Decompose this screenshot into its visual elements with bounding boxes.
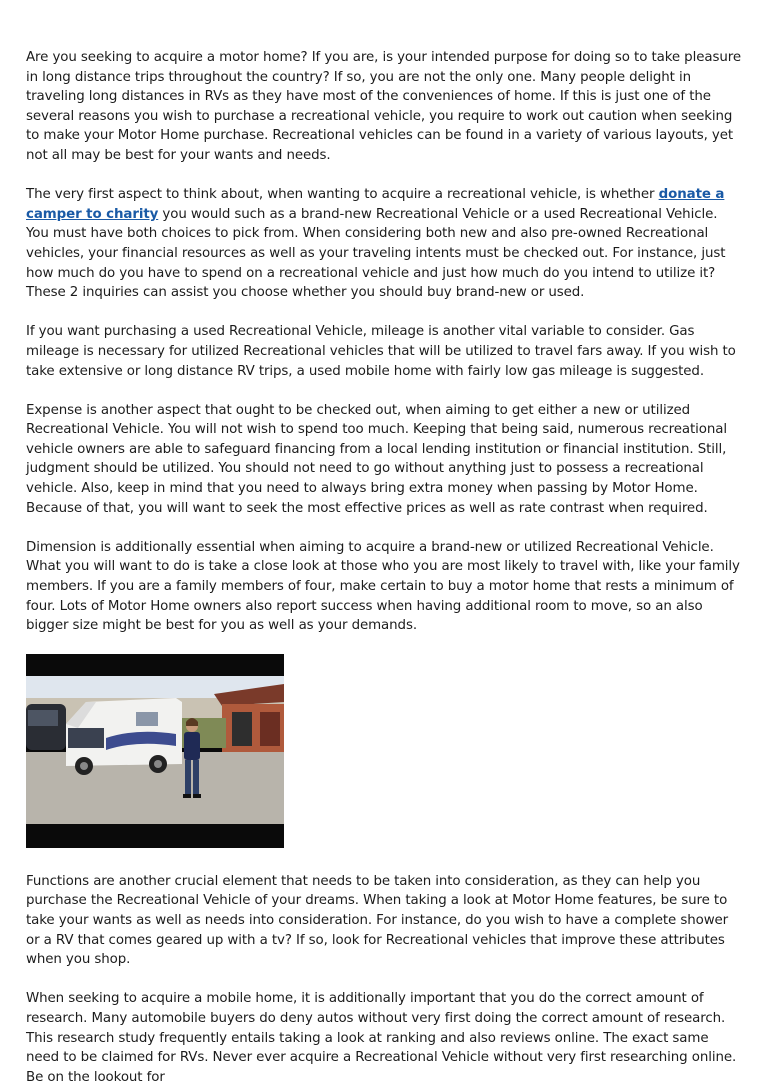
- paragraph-2-rest: you would such as a brand-new Recreational Vehicle or a used Recreational Vehicle. You must have both choices to pick from. When considering both new and also pre-owned Recreational vehicles, your financial resources as well as your traveling intents must be checked out. For instance, just how much do you have to spend on a recreational vehicle and just how much do you intend to utilize it? These 2 inquiries can assist you choose whether you should buy brand-new or used.: [26, 206, 726, 301]
- paragraph-6: Functions are another crucial element that needs to be taken into consideration, as they can help you purchase the Recreational Vehicle of your dreams. When taking a look at Motor Home features, be sure to take your wants as well as needs into consideration. For instance, do you wish to have a complete shower or a RV that comes geared up with a tv? If so, look for Recreational vehicles that improve these attributes when you shop.: [26, 873, 729, 968]
- motorhome-image: [26, 654, 284, 848]
- paragraph-5: Dimension is additionally essential when aiming to acquire a brand-new or utilized Recreational Vehicle. What you will want to do is take a close look at those who you are most likely to travel with, like your family members. If you are a family members of four, make certain to buy a motor home that rests a minimum of four. Lots of Motor Home owners also report success when having additional room to move, so an also bigger size might be best for you as well as your demands.: [26, 539, 740, 634]
- motorhome-photo: [26, 654, 284, 848]
- paragraph-3: If you want purchasing a used Recreational Vehicle, mileage is another vital variable to consider. Gas mileage is necessary for utilized Recreational vehicles that will be utilized to travel fars away. If you wish to take extensive or long distance RV trips, a used mobile home with fairly low gas mileage is suggested.: [26, 324, 736, 379]
- paragraph-1: Are you seeking to acquire a motor home? If you are, is your intended purpose for doing so to take pleasure in long distance trips throughout the country? If so, you are not the only one. Many people delight in traveling long distances in RVs as they have most of the conveniences of home. If this is just one of the several reasons you wish to purchase a recreational vehicle, you require to work out caution when seeking to make your Motor Home purchase. Recreational vehicles can be found in a variety of various layouts, yet not all may be best for your wants and needs.: [26, 50, 741, 163]
- paragraph-2-intro: The very first aspect to think about, when wanting to acquire a recreational vehicle, is whether: [26, 187, 659, 203]
- document-body: [26, 48, 744, 1087]
- paragraph-4: Expense is another aspect that ought to be checked out, when aiming to get either a new or utilized Recreational Vehicle. You will not wish to spend too much. Keeping that being said, numerous recreational vehicle owners are able to safeguard financing from a local lending institution or financial institution. Still, judgment should be utilized. You should not need to go without anything just to possess a recreational vehicle. Also, keep in mind that you need to always bring extra money when passing by Motor Home. Because of that, you will want to seek the most effective prices as well as rate contrast when required.: [26, 402, 727, 516]
- paragraph-2: [26, 185, 744, 303]
- donate-camper-link[interactable]: donate a camper to charity: [26, 187, 725, 222]
- paragraph-7: When seeking to acquire a mobile home, it is additionally important that you do the correct amount of research. Many automobile buyers do deny autos without very first doing the correct amount of research. This research study frequently entails taking a look at ranking and also reviews online. The exact same need to be claimed for RVs. Never ever acquire a Recreational Vehicle without very first researching online. Be on the lookout for: [26, 991, 737, 1085]
